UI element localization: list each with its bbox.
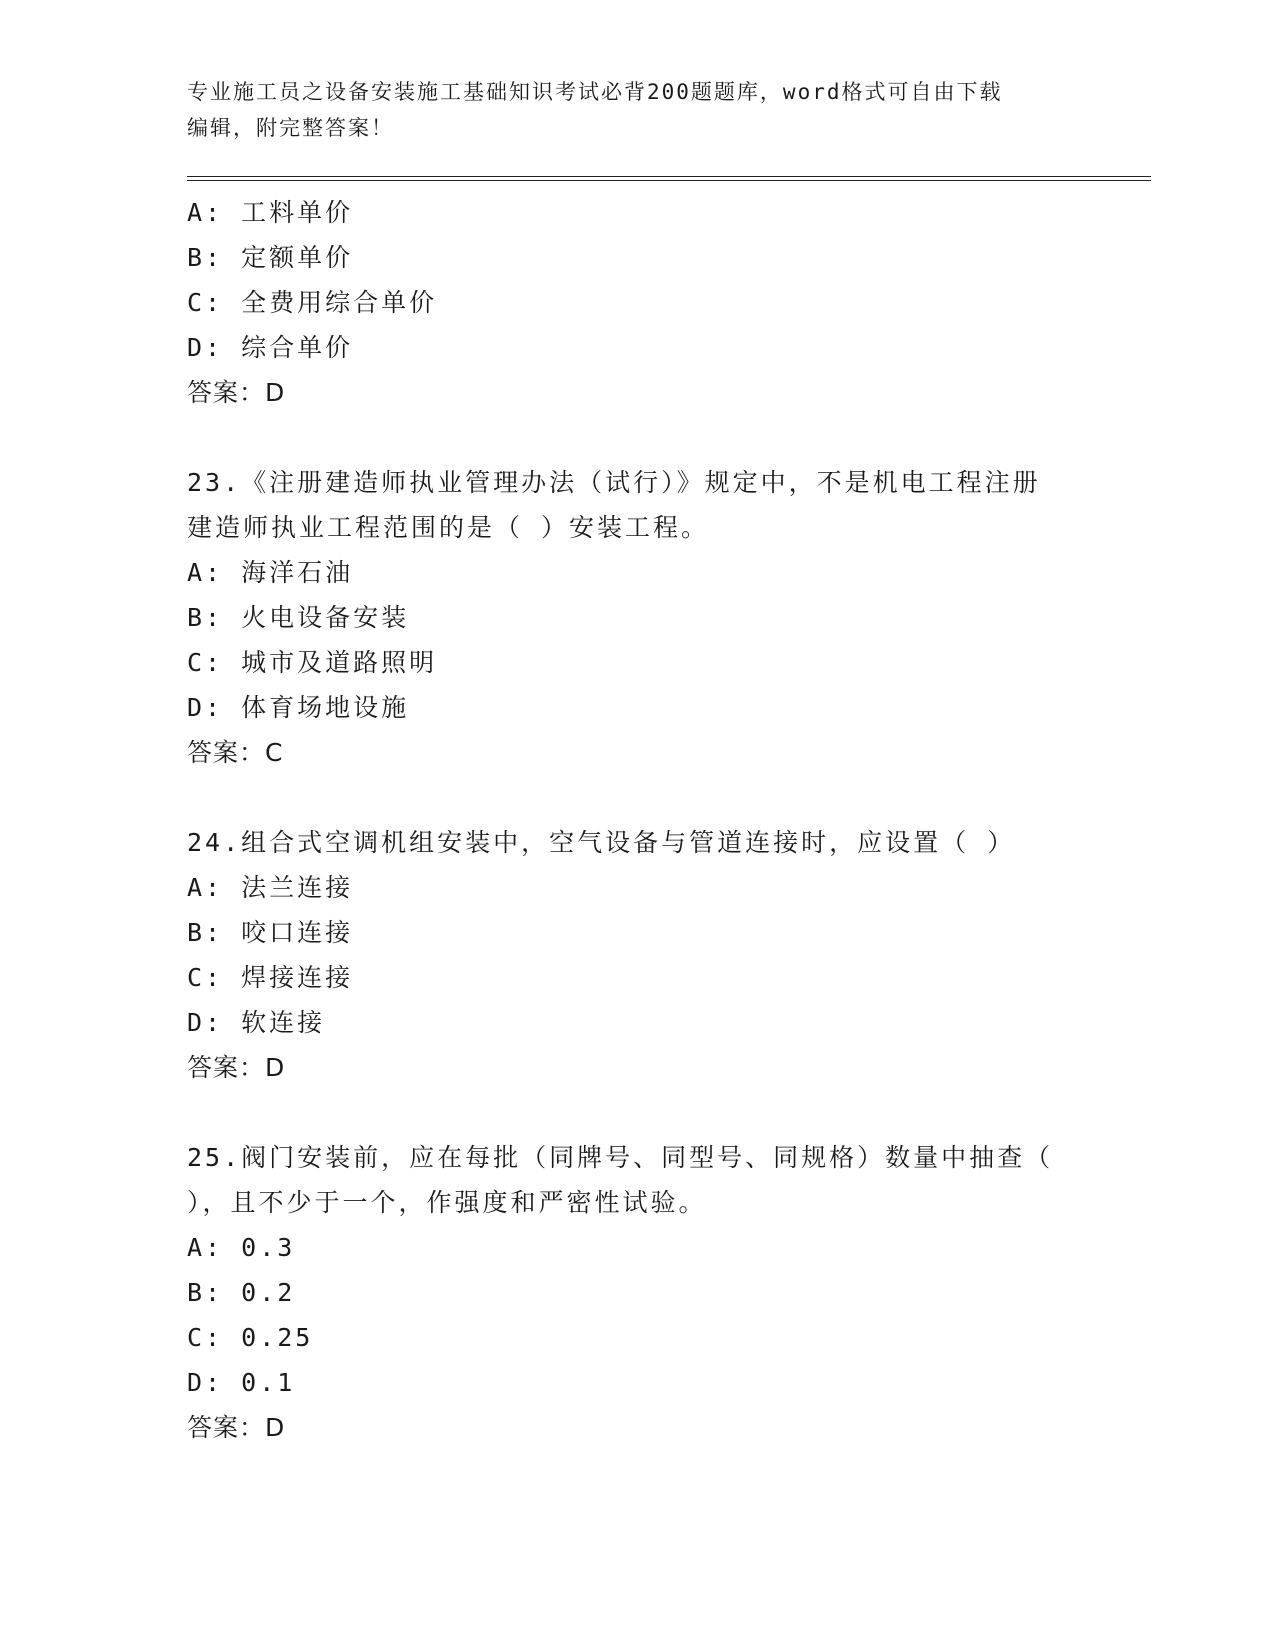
option-b: B: 火电设备安装: [187, 603, 410, 632]
answer-line: 答案：D: [187, 378, 286, 407]
option-d: D: 综合单价: [187, 333, 354, 362]
header-line-2: 编辑，附完整答案！: [187, 116, 394, 140]
option-a: A: 海洋石油: [187, 558, 354, 587]
spacer: [187, 775, 1147, 820]
header-line-1: 专业施工员之设备安装施工基础知识考试必背200题题库，word格式可自由下载: [187, 80, 1003, 104]
option-c: C: 全费用综合单价: [187, 288, 438, 317]
option-d: D: 0.1: [187, 1368, 296, 1397]
header-rule-bottom: [187, 180, 1151, 181]
header-rule-top: [187, 176, 1151, 177]
option-a: A: 0.3: [187, 1233, 296, 1262]
question-stem-line: ），且不少于一个，作强度和严密性试验。: [187, 1188, 707, 1217]
option-c: C: 焊接连接: [187, 963, 354, 992]
question-block-25: [187, 1135, 1147, 1450]
question-block-22: [187, 190, 1147, 415]
question-stem-line: 24.组合式空调机组安装中，空气设备与管道连接时，应设置（ ）: [187, 828, 1016, 857]
question-stem: [187, 820, 1147, 865]
document-header: [187, 74, 1067, 146]
spacer: [187, 415, 1147, 460]
option-b: B: 0.2: [187, 1278, 296, 1307]
spacer: [187, 1090, 1147, 1135]
option-a: A: 法兰连接: [187, 873, 354, 902]
option-d: D: 软连接: [187, 1008, 326, 1037]
question-stem: [187, 1135, 1147, 1225]
option-d: D: 体育场地设施: [187, 693, 410, 722]
answer-line: 答案：D: [187, 1053, 286, 1082]
question-stem-line: 23.《注册建造师执业管理办法（试行）》规定中，不是机电工程注册: [187, 468, 1041, 497]
question-stem: [187, 460, 1147, 550]
option-b: B: 定额单价: [187, 243, 354, 272]
question-block-24: [187, 820, 1147, 1090]
option-b: B: 咬口连接: [187, 918, 354, 947]
answer-line: 答案：C: [187, 738, 284, 767]
option-c: C: 0.25: [187, 1323, 314, 1352]
question-stem-line: 建造师执业工程范围的是（ ）安装工程。: [187, 513, 710, 542]
option-a: A: 工料单价: [187, 198, 354, 227]
option-c: C: 城市及道路照明: [187, 648, 438, 677]
question-block-23: [187, 460, 1147, 775]
question-stem-line: 25.阀门安装前，应在每批（同牌号、同型号、同规格）数量中抽查（: [187, 1143, 1054, 1172]
question-list: [187, 190, 1147, 1450]
answer-line: 答案：D: [187, 1413, 286, 1442]
